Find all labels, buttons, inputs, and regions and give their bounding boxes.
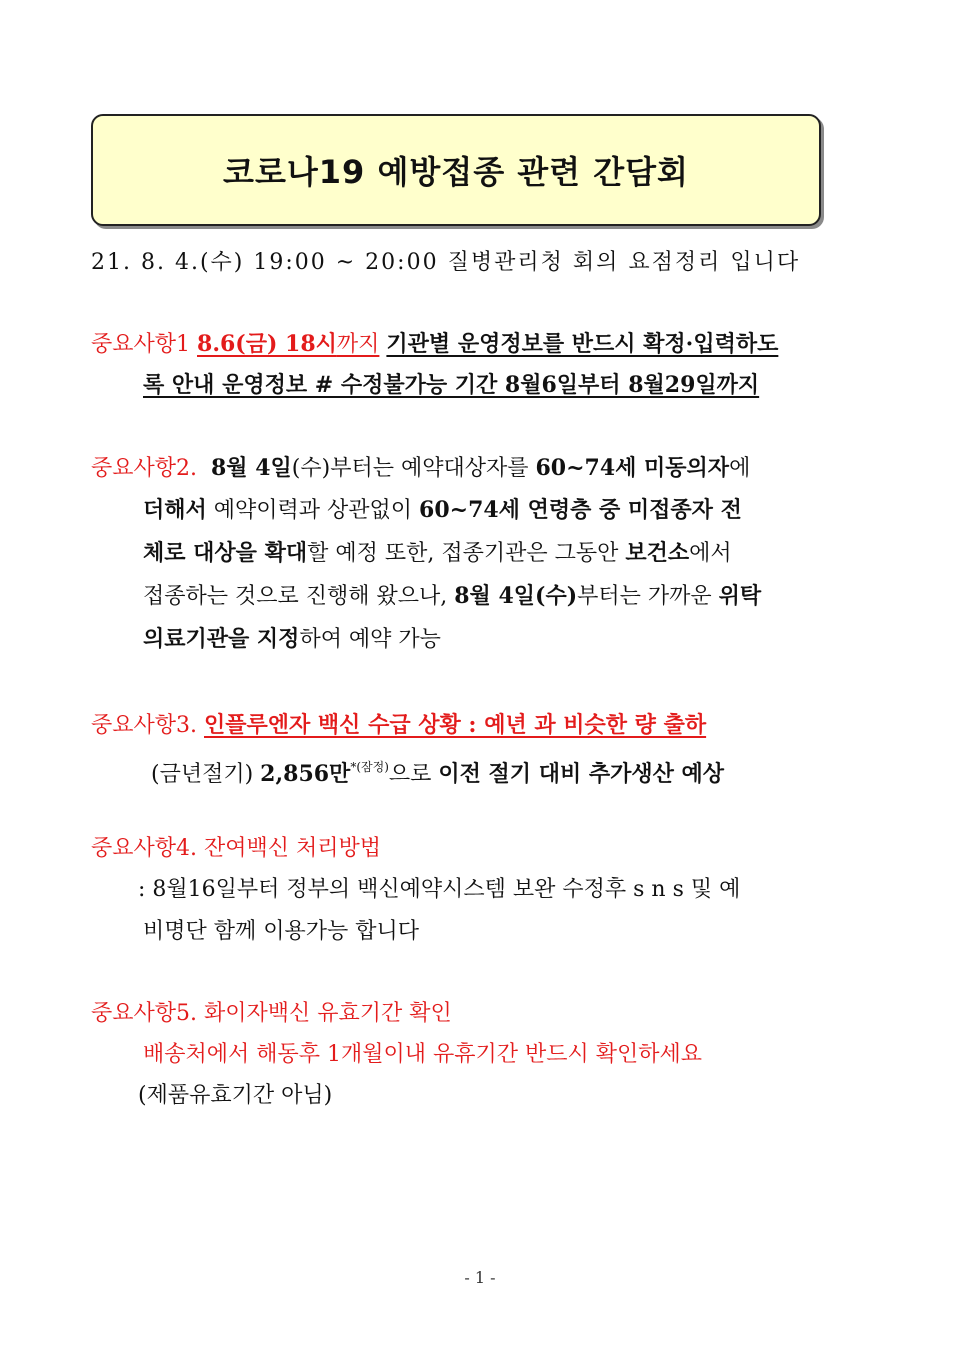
item-5-heading: 화이자백신 유효기간 확인: [204, 1001, 452, 1026]
item-2-line-4: [143, 580, 761, 613]
item-5-line-2: 배송처에서 해동후 1개월이내 유휴기간 반드시 확인하세요: [143, 1042, 703, 1067]
item-2-text-14: 하여 예약 가능: [299, 627, 441, 652]
item-3-text-2: 이전 절기 대비 추가생산 예상: [438, 761, 725, 787]
item-3-heading: 인플루엔자 백신 수급 상황 : 예년 과 비슷한 량 출하: [204, 712, 707, 738]
item-2-text-1: 부터는 예약대상자를: [330, 456, 536, 481]
item-2-text-4: 예약이력과 상관없이: [206, 498, 420, 523]
item-1-line-1: [91, 328, 778, 361]
item-2-line-2: [143, 494, 742, 527]
item-3-amount: 2,856만: [260, 761, 351, 787]
item-5-line-3: (제품유효기간 아님): [138, 1083, 333, 1108]
item-2-date: 8월 4일: [211, 455, 292, 481]
item-3-text-1: 으로: [388, 762, 439, 787]
item-5-label: 중요사항5.: [91, 1001, 197, 1026]
item-2-text-8: 보건소: [625, 540, 690, 566]
item-2-text-6: 체로 대상을 확대: [143, 540, 308, 566]
item-1-date: 8.6(금) 18시: [197, 331, 337, 357]
item-2-text-2: 에: [729, 456, 751, 481]
item-4-heading: 잔여백신 처리방법: [204, 836, 382, 861]
item-5-line-1: [91, 998, 452, 1030]
item-2-label: 중요사항2.: [91, 456, 197, 481]
item-2-text-12: 위탁: [718, 583, 762, 609]
item-4-line-1: [91, 833, 381, 865]
item-2-line-5: [143, 623, 441, 656]
item-2-text-10: 접종하는 것으로 진행해 왔으나,: [143, 584, 455, 609]
item-3-note: *(잠정): [350, 760, 389, 774]
item-2-date-2: 8월 4일(수): [454, 583, 578, 609]
item-2-text-5: 60~74세 연령층 중 미접종자 전: [419, 497, 742, 523]
item-3-season: (금년절기): [151, 762, 261, 787]
item-3-label: 중요사항3.: [91, 713, 197, 738]
item-1-label: 중요사항1: [91, 332, 191, 357]
item-2-text-9: 에서: [689, 541, 732, 566]
item-1-until: 까지: [336, 332, 380, 357]
item-1-text: 기관별 운영정보를 반드시 확정·입력하도: [386, 331, 779, 357]
item-2-text-11: 부터는 가까운: [577, 584, 719, 609]
item-2-line-3: [143, 537, 732, 570]
document-title: 코로나19 예방접종 관련 간담회: [223, 153, 689, 191]
item-2-text-7: 할 예정 또한, 접종기관은 그동안: [307, 541, 626, 566]
item-2-text-3: 더해서: [143, 497, 207, 523]
item-4-line-2: : 8월16일부터 정부의 백신예약시스템 보완 수정후 s n s 및 예: [138, 877, 741, 902]
item-3-line-1: [91, 709, 706, 742]
item-2-weekday: (수): [291, 456, 331, 481]
page-number: - 1 -: [464, 1268, 496, 1287]
title-box: [91, 114, 821, 226]
item-4-label: 중요사항4.: [91, 836, 197, 861]
meeting-meta: 21. 8. 4.(수) 19:00 ~ 20:00 질병관리청 회의 요점정리 입니다: [91, 250, 801, 275]
item-2-line-1: [91, 452, 750, 485]
item-1-line-2: 록 안내 운영정보 # 수정불가능 기간 8월6일부터 8월29일까지: [143, 372, 760, 398]
item-2-age-group: 60~74세 미동의자: [535, 455, 730, 481]
item-2-text-13: 의료기관을 지정: [143, 626, 300, 652]
item-4-line-3: 비명단 함께 이용가능 합니다: [143, 919, 420, 944]
item-3-line-2: [151, 751, 724, 791]
